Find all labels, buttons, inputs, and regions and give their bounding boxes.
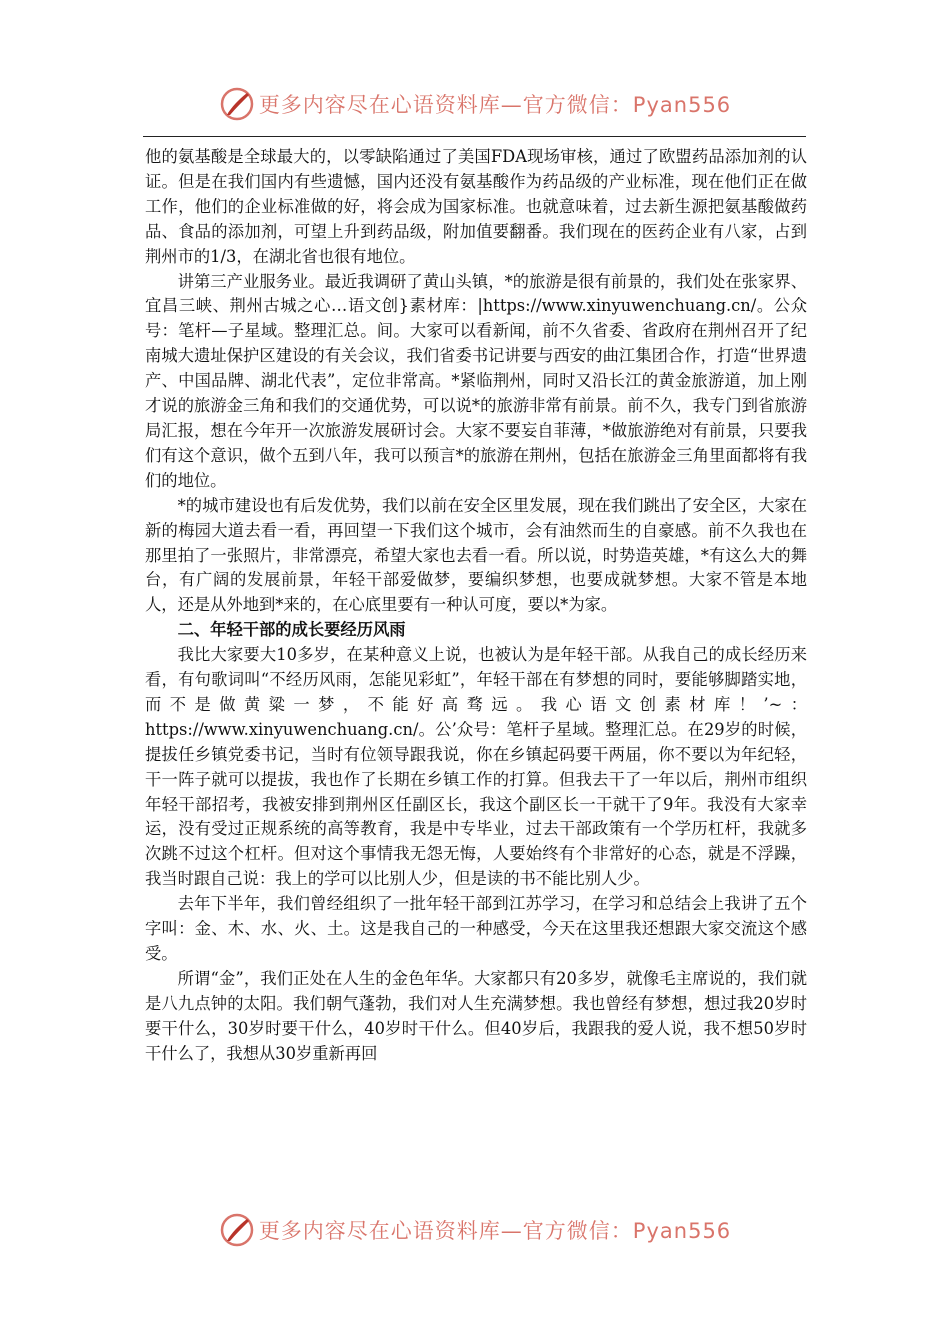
- paragraph-4: 我比大家要大10多岁，在某种意义上说，也被认为是年轻干部。从我自己的成长经历来看，有句歌词叫“不经历风雨，怎能见彩虹”，年轻干部在有梦想的同时，要能够脚踏实地，而不是做黄粱一梦，不能好高骛远。我心语文创素材库！’~：https://www.xinyuwenchuang.cn/。公’众号：笔杆子星域。整理汇总。在29岁的时候，提拔任乡镇党委书记，当时有位领导跟我说，你在乡镇起码要干两届，你不要以为年纪轻，干一阵子就可以提拔，我也作了长期在乡镇工作的打算。但我去干了一年以后，荆州市组织年轻干部招考，我被安排到荆州区任副区长，我这个副区长一干就干了9年。我没有大家幸运，没有受过正规系统的高等教育，我是中专毕业，过去干部政策有一个学历杠杆，我就多次跳不过这个杠杆。但对这个事情我无怨无悔，人要始终有个非常好的心态，就是不浮躁，我当时跟自己说：我上的学可以比别人少，但是读的书不能比别人少。: [145, 645, 807, 889]
- paragraph-3: *的城市建设也有后发优势，我们以前在安全区里发展，现在我们跳出了安全区，大家在新的梅园大道去看一看，再回望一下我们这个城市，会有油然而生的自豪感。前不久我也在那里拍了一张照片，非常漂亮，希望大家也去看一看。所以说，时势造英雄，*有这么大的舞台，有广阔的发展前景，年轻干部爱做梦，要编织梦想，也要成就梦想。大家不管是本地人，还是从外地到*来的，在心底里要有一种认可度，要以*为家。: [145, 495, 807, 615]
- header-banner-text: 更多内容尽在心语资料库—官方微信：Pyan556: [258, 93, 732, 117]
- paragraph-6: 所谓“金”，我们正处在人生的金色年华。大家都只有20多岁，就像毛主席说的，我们就是八九点钟的太阳。我们朝气蓬勃，我们对人生充满梦想。我也曾经有梦想，想过我20岁时要干什么，30岁时要干什么，40岁时干什么。但40岁后，我跟我的爱人说，我不想50岁时干什么了，我想从30岁重新再回: [145, 968, 807, 1063]
- footer-banner-text: 更多内容尽在心语资料库—官方微信：Pyan556: [258, 1219, 732, 1243]
- document-body: [145, 145, 807, 1195]
- brush-logo-icon: [219, 86, 255, 122]
- paragraph-5: 去年下半年，我们曾经组织了一批年轻干部到江苏学习，在学习和总结会上我讲了五个字叫：金、木、水、火、土。这是我自己的一种感受，今天在这里我还想跟大家交流这个感受。: [145, 894, 807, 963]
- section-heading: 二、年轻干部的成长要经历风雨: [177, 620, 406, 640]
- header-divider: [143, 136, 806, 137]
- footer-banner: [0, 1208, 950, 1252]
- paragraph-2: 讲第三产业服务业。最近我调研了黄山头镇，*的旅游是很有前景的，我们处在张家界、宜昌三峡、荆州古城之心…语文创}素材库：|https://www.xinyuwenchuang.cn/。公众号：笔杆—子星域。整理汇总。间。大家可以看新闻，前不久省委、省政府在荆州召开了纪南城大遗址保护区建设的有关会议，我们省委书记讲要与西安的曲江集团合作，打造“世界遗产、中国品牌、湖北代表”，定位非常高。*紧临荆州，同时又沿长江的黄金旅游道，加上刚才说的旅游金三角和我们的交通优势，可以说*的旅游非常有前景。前不久，我专门到省旅游局汇报，想在今年开一次旅游发展研讨会。大家不要妄自菲薄，*做旅游绝对有前景，只要我们有这个意识，做个五到八年，我可以预言*的旅游在荆州，包括在旅游金三角里面都将有我们的地位。: [145, 271, 807, 490]
- paragraph-1: 他的氨基酸是全球最大的，以零缺陷通过了美国FDA现场审核，通过了欧盟药品添加剂的认证。但是在我们国内有些遗憾，国内还没有氨基酸作为药品级的产业标准，现在他们正在做工作，他们的企业标准做的好，将会成为国家标准。也就意味着，过去新生源把氨基酸做药品、食品的添加剂，可望上升到药品级，附加值要翻番。我们现在的医药企业有八家，占到荆州市的1/3，在湖北省也很有地位。: [145, 147, 807, 266]
- header-banner: [0, 82, 950, 126]
- brush-logo-icon: [219, 1212, 255, 1248]
